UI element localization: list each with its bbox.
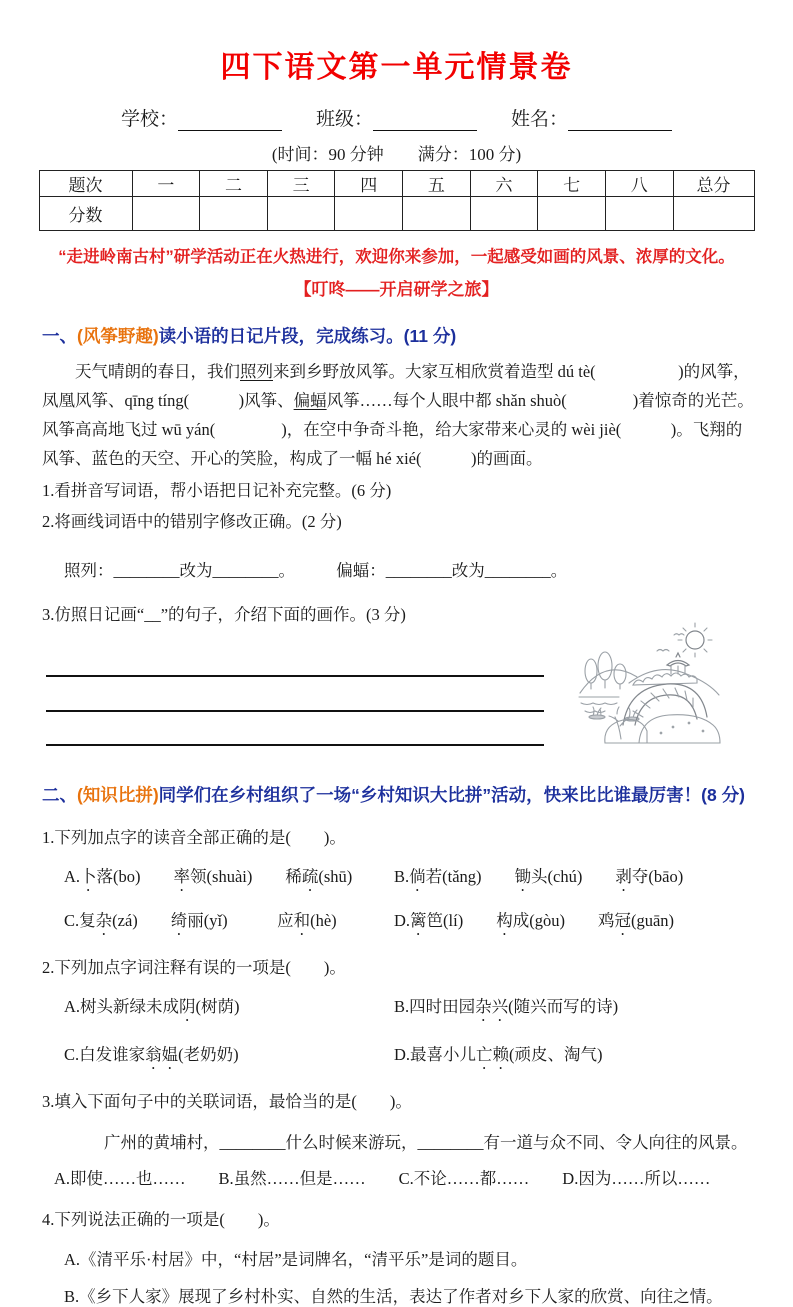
q3-sentence: 广州的黄埔村，________什么时候来游玩，________有一道与众不同、令人向往的风景。: [104, 1133, 748, 1152]
score-cell: [538, 197, 606, 231]
sun-icon: [678, 623, 712, 657]
score-value-row: [39, 197, 754, 231]
score-header-cell: 二: [200, 171, 268, 197]
score-header-cell: 六: [470, 171, 538, 197]
rocks-icon: [605, 715, 720, 743]
score-cell: [267, 197, 335, 231]
section2-question2: 2.下列加点字词注释有误的一项是( )。: [42, 958, 346, 977]
score-header-cell: 七: [538, 171, 606, 197]
q2-option-d: D.最喜小儿亡赖(顽皮、淘气): [394, 1045, 603, 1064]
plants-icon: [589, 707, 639, 721]
score-cell: [673, 197, 754, 231]
section1-tag: (风筝野趣): [77, 326, 159, 346]
score-header-cell: 三: [267, 171, 335, 197]
school-label: 学校：: [120, 109, 178, 130]
score-row-label: 分数: [39, 197, 132, 231]
score-cell: [605, 197, 673, 231]
q1-option-d: D.篱笆(lí) 构成(gòu) 鸡冠(guān): [394, 911, 675, 930]
q1-options-row1: [64, 865, 755, 895]
student-info-row: [0, 104, 793, 131]
answer-area: [42, 631, 755, 759]
q2-option-a: A.树头新绿未成阴(树荫): [64, 997, 240, 1016]
section1-number: 一、: [42, 326, 77, 346]
paper-body: [0, 324, 793, 1307]
q4-option-b: B.《乡下人家》展现了乡村朴实、自然的生活，表达了作者对乡下人家的欣赏、向往之情。: [64, 1287, 723, 1306]
score-header-cell: 八: [605, 171, 673, 197]
q1-option-c: C.复杂(zá) 绮丽(yǐ) 应和(hè): [64, 911, 337, 930]
correction-blanks: 照列：________改为________。 偏蝠：________改为________。: [64, 561, 568, 580]
q1-options-row2: [64, 909, 755, 939]
answer-line: [46, 710, 544, 712]
section2-number: 二、: [42, 785, 77, 805]
class-field: [316, 104, 477, 131]
q3-options: A.即使……也…… B.虽然……但是…… C.不论……都…… D.因为……所以……: [54, 1169, 711, 1188]
score-cell: [470, 197, 538, 231]
time-score-info: (时间：90 分钟 满分：100 分): [271, 145, 522, 164]
score-cell: [335, 197, 403, 231]
section1-title: 读小语的日记片段，完成练习。(11 分): [158, 326, 457, 346]
q2-options-row1: [64, 995, 755, 1025]
section2-title: 同学们在乡村组织了一场“乡村知识大比拼”活动，快来比比谁最厉害！(8 分): [158, 785, 745, 805]
name-blank: [568, 108, 672, 131]
score-cell: [200, 197, 268, 231]
section1-question3: 3.仿照日记画“__”的句子，介绍下面的画作。(3 分): [42, 605, 406, 624]
name-field: [511, 104, 672, 131]
score-cell: [403, 197, 471, 231]
class-label: 班级：: [315, 109, 373, 130]
q1-option-a: A.卜落(bo) 率领(shuài) 稀疏(shū): [64, 867, 353, 886]
intro-text: “走进岭南古村”研学活动正在火热进行，欢迎你来参加，一起感受如画的风景、浓厚的文化。: [58, 248, 735, 266]
paper-title: 四下语文第一单元情景卷: [220, 51, 573, 84]
pavilion-icon: [667, 653, 689, 674]
q4-option-a: A.《清平乐·村居》中，“村居”是词牌名，“清平乐”是词的题目。: [64, 1250, 528, 1269]
score-header-row: [39, 171, 754, 197]
score-table: [39, 170, 755, 231]
section1-question2: 2.将画线词语中的错别字修改正确。(2 分): [42, 512, 342, 531]
section2-heading: [42, 783, 755, 807]
score-header-cell: 五: [403, 171, 471, 197]
q1-option-b: B.倘若(tǎng) 锄头(chú) 剥夺(bāo): [394, 867, 684, 886]
score-header-cell: 题次: [39, 171, 132, 197]
birds-icon: [657, 634, 684, 651]
section2-question1: 1.下列加点字的读音全部正确的是( )。: [42, 828, 346, 847]
score-cell: [132, 197, 200, 231]
school-field: [121, 104, 282, 131]
intro-subtitle: 【叮咚——开启研学之旅】: [294, 280, 499, 299]
section1-heading: [42, 324, 755, 348]
q2-options-row2: [64, 1043, 755, 1073]
score-header-cell: 总分: [673, 171, 754, 197]
section2-question3: 3.填入下面句子中的关联词语，最恰当的是( )。: [42, 1092, 412, 1111]
diary-paragraph: 天气晴朗的春日，我们照列来到乡野放风筝。大家互相欣赏着造型 dú tè( )的风筝，凤凰风筝、qīng tíng( )风筝、偏蝠风筝……每个人眼中都 shǎn shuò( )着惊奇的光芒。风筝高高地飞过 wū yán( )，在空中争奇斗艳，给大家带来心灵的 wèi jiè( )。飞翔的风筝、蓝色的天空、开心的笑脸，构成了一幅 hé xié( )的画面。: [42, 362, 754, 468]
q2-option-b: B.四时田园杂兴(随兴而写的诗): [394, 997, 619, 1016]
village-sketch-image: [577, 619, 723, 743]
answer-line: [46, 744, 544, 746]
section1-question1: 1.看拼音写词语，帮小语把日记补充完整。(6 分): [42, 481, 392, 500]
score-header-cell: 四: [335, 171, 403, 197]
school-blank: [178, 108, 282, 131]
class-blank: [373, 108, 477, 131]
section2-tag: (知识比拼): [77, 785, 159, 805]
test-paper-page: [0, 42, 793, 1306]
answer-line: [46, 675, 544, 677]
score-header-cell: 一: [132, 171, 200, 197]
section2-question4: 4.下列说法正确的一项是( )。: [42, 1210, 280, 1229]
q2-option-c: C.白发谁家翁媪(老奶奶): [64, 1045, 239, 1064]
name-label: 姓名：: [511, 109, 569, 130]
